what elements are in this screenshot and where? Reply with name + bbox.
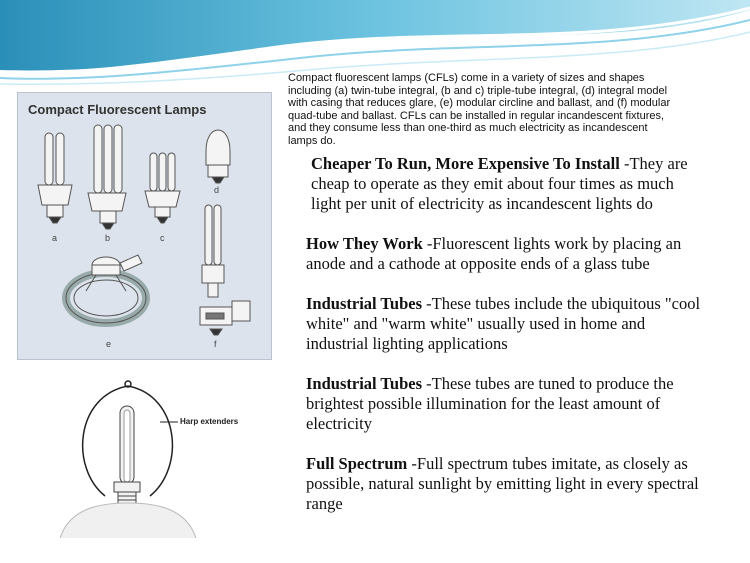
section-heading: Cheaper To Run, More Expensive To Install [311, 154, 620, 173]
lamp-label-f: f [214, 339, 217, 349]
section-full-spectrum [306, 454, 701, 514]
section-text: -Fluorescent lights work by placing an anode and a cathode at opposite ends of a glass tube [306, 234, 682, 273]
figure-title: Compact Fluorescent Lamps [28, 102, 207, 117]
section-text: -These tubes include the ubiquitous "cool white" and "warm white" usually used in home and industrial lighting applications [306, 294, 701, 353]
section-heading: How They Work [306, 234, 423, 253]
harp-extenders-label: Harp extenders [180, 417, 239, 426]
section-text: -Full spectrum tubes imitate, as closely as possible, natural sunlight by emitting light in every spectral range [306, 454, 699, 513]
figure-caption: Compact fluorescent lamps (CFLs) come in a variety of sizes and shapes including (a) twin-tube integral, (b and c) triple-tube integral, (d) integral model with casing that reduces glare, (e) modular circline and ballast, and (f) modular quad-tube and ballast. CFLs can be installed in regular incandescent fixtures, and they consume less than one-third as much electricity as incandescent lamps do. [288, 72, 671, 147]
section-heading: Full Spectrum [306, 454, 408, 473]
cfl-illustration [18, 93, 273, 361]
section-text: -They are cheap to operate as they emit about four times as much light per unit of electricity as incandescent lights do [311, 154, 688, 213]
section-heading: Industrial Tubes [306, 374, 423, 393]
cfl-figure [17, 92, 272, 360]
lamp-label-b: b [105, 233, 111, 243]
lamp-label-a: a [52, 233, 58, 243]
lamp-label-c: c [160, 233, 165, 243]
section-heading: Industrial Tubes [306, 294, 423, 313]
content-body [306, 154, 701, 514]
section-cheaper-to-run [306, 154, 701, 214]
section-industrial-tubes-1 [306, 294, 701, 354]
harp-extender-illustration [60, 378, 260, 538]
section-text: -These tubes are tuned to produce the brightest possible illumination for the least amount of electricity [306, 374, 674, 433]
section-industrial-tubes-2 [306, 374, 701, 434]
lamp-label-e: e [106, 339, 112, 349]
section-how-they-work [306, 234, 701, 274]
lamp-label-d: d [214, 185, 220, 195]
